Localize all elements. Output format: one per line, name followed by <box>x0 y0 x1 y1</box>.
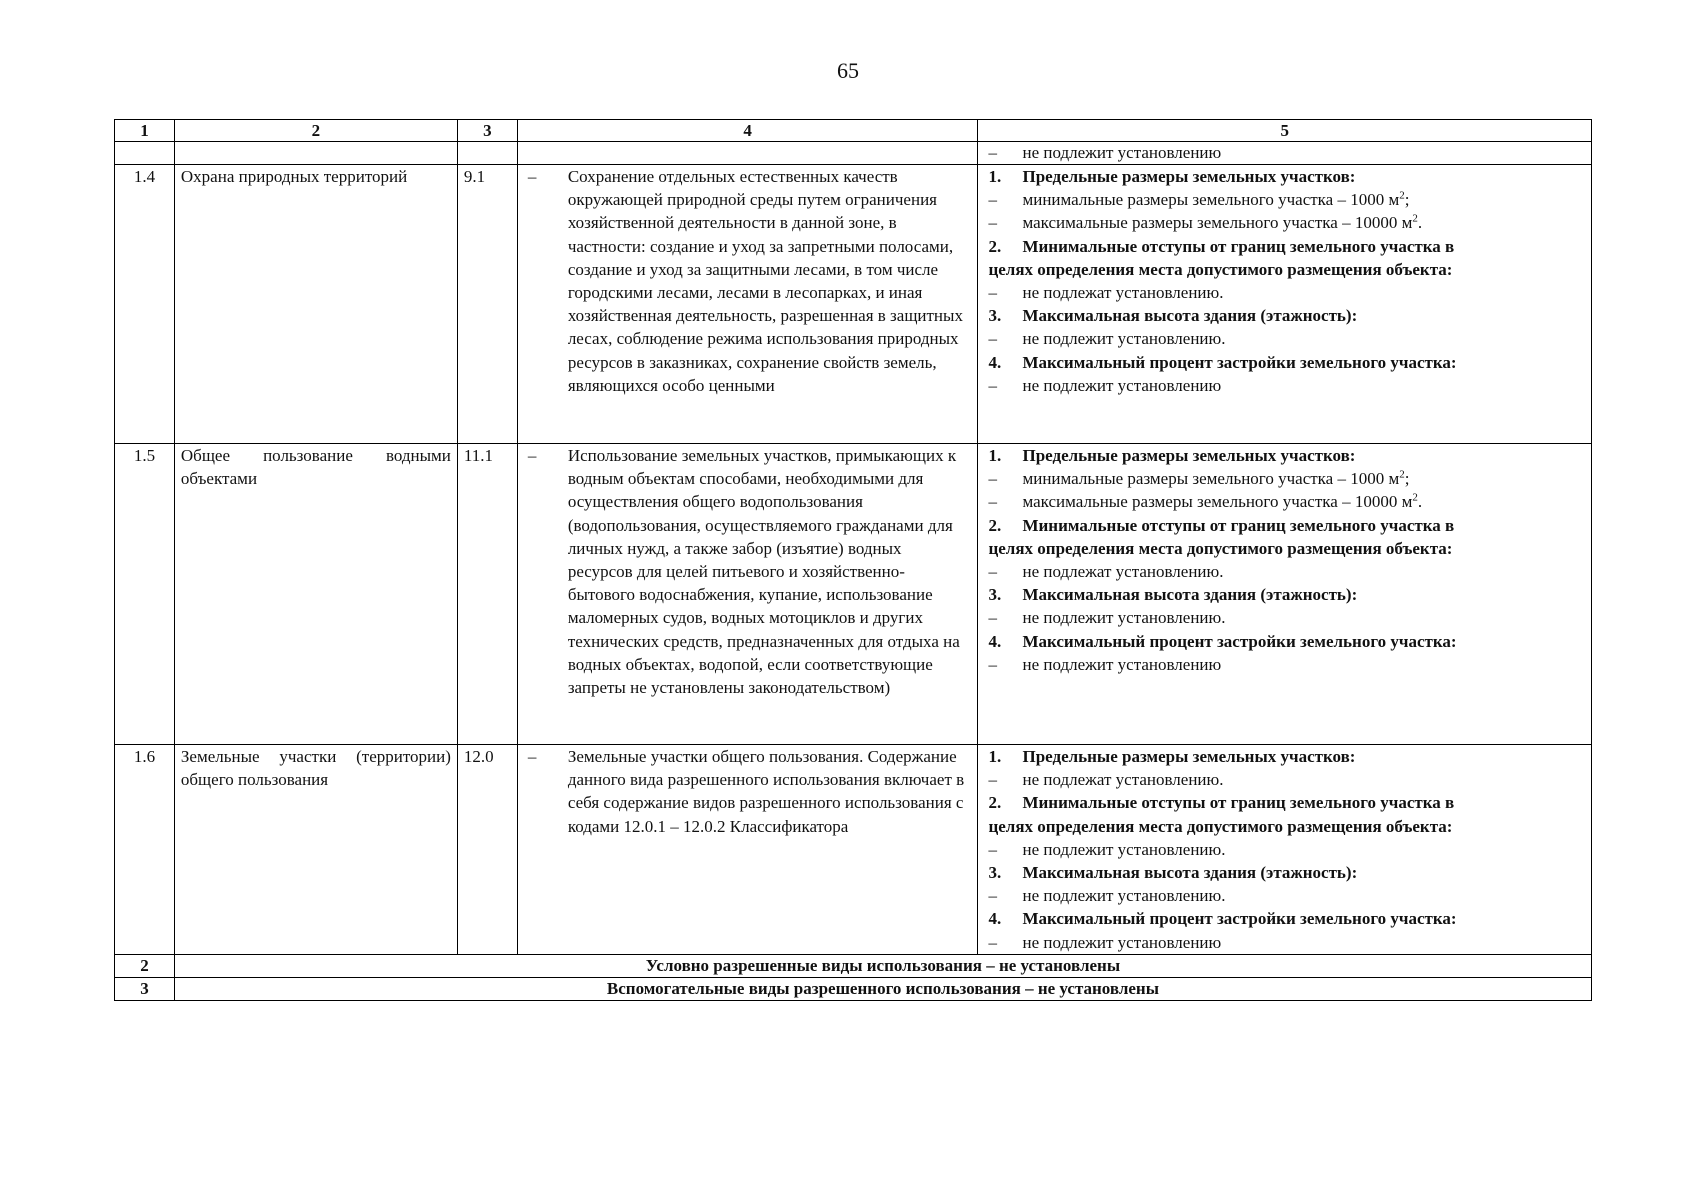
use-description: Сохранение отдельных естественных качеств окружающей природной среды путем ограничения хозяйственной деятельности в данной зоне, в частности: создание и уход за запретными полосами, создание и уход за защитными лесами, в том числе городскими лесами, лесами в лесопарках, и иная хозяйственная деятельность, разрешенная в защитных лесах, соблюдение режима использования природных ресурсов в заказниках, сохранение свойств земель, являющихся особо ценными <box>567 167 963 395</box>
table-header-row <box>115 120 1592 142</box>
use-description-cell <box>517 444 978 745</box>
dash-marker: – <box>988 770 997 790</box>
use-description: Земельные участки общего пользования. Содержание данного вида разрешенного использования включает в себя содержание видов разрешенного использования с кодами 12.0.1 – 12.0.2 Классификатора <box>567 747 965 836</box>
param-number: 4. <box>988 909 1002 929</box>
table-row <box>115 444 1592 745</box>
param-value: минимальные размеры земельного участка – 1000 $м^2$; <box>1022 189 1410 210</box>
dash-marker: – <box>988 492 997 512</box>
param-value: не подлежит установлению. <box>1022 329 1226 349</box>
dash-marker: – <box>988 562 997 582</box>
param-number: 1. <box>988 167 1002 186</box>
table-row-continuation <box>115 142 1592 165</box>
dash-marker: – <box>988 839 997 859</box>
dash-marker: – <box>988 932 997 952</box>
param-value: не подлежат установлению. <box>1022 562 1224 582</box>
param-value: не подлежит установлению. <box>1022 886 1226 906</box>
use-type-name: Земельные участки (территории) общего пользования <box>174 745 457 955</box>
param-value: не подлежит установлению <box>1022 375 1222 395</box>
param-value: не подлежит установлению <box>1022 932 1222 952</box>
empty-cell <box>115 142 175 165</box>
empty-cell <box>457 142 517 165</box>
param-value: максимальные размеры земельного участка – 10000 $м^2$. <box>1022 212 1423 233</box>
param-number: 4. <box>988 631 1002 651</box>
classifier-code: 9.1 <box>457 165 517 444</box>
dash-marker: – <box>988 190 997 210</box>
classifier-code: 12.0 <box>457 745 517 955</box>
dash-marker: – <box>988 143 997 162</box>
param-number: 2. <box>988 515 1002 535</box>
use-type-name: Общее пользование водными объектами <box>174 444 457 745</box>
param-number: 1. <box>988 747 1002 766</box>
dash-marker: – <box>988 469 997 489</box>
dash-marker: – <box>527 747 537 766</box>
use-description-cell <box>517 745 978 955</box>
param-heading: Минимальные отступы от границ земельного участка в <box>1022 793 1455 813</box>
param-number: 2. <box>988 793 1002 813</box>
param-value: не подлежит установлению. <box>1022 608 1226 628</box>
row-number: 1.5 <box>115 444 175 745</box>
param-heading: Максимальный процент застройки земельного участка: <box>1022 352 1457 372</box>
param-number: 3. <box>988 585 1002 605</box>
section-number: 3 <box>115 977 175 1000</box>
use-description: Использование земельных участков, примыкающих к водным объектам способами, необходимыми для осуществления общего водопользования (водопользования, осуществляемого гражданами для личных нужд, а также забор (изъятие) водных ресурсов для целей питьевого и хозяйственно-бытового водоснабжения, купание, использование маломерных судов, водных мотоциклов и других технических средств, предназначенных для отдыха на водных объектах, водопой, если соответствующие запреты не установлены законодательством) <box>567 446 960 698</box>
dash-marker: – <box>988 329 997 349</box>
params-cell <box>978 165 1592 444</box>
section-number: 2 <box>115 954 175 977</box>
header-col-5: 5 <box>978 120 1592 142</box>
header-col-4: 4 <box>517 120 978 142</box>
params-cell <box>978 142 1592 165</box>
param-number: 1. <box>988 446 1002 465</box>
empty-cell <box>174 142 457 165</box>
dash-marker: – <box>527 446 537 465</box>
dash-marker: – <box>527 167 537 186</box>
param-number: 3. <box>988 863 1002 883</box>
classifier-code: 11.1 <box>457 444 517 745</box>
param-heading: Максимальная высота здания (этажность): <box>1022 306 1358 326</box>
param-heading: Максимальный процент застройки земельного участка: <box>1022 909 1457 929</box>
param-heading: Предельные размеры земельных участков: <box>1022 747 1356 766</box>
param-heading: целях определения места допустимого размещения объекта: <box>988 816 1453 836</box>
use-type-name: Охрана природных территорий <box>174 165 457 444</box>
dash-marker: – <box>988 213 997 233</box>
param-heading: целях определения места допустимого размещения объекта: <box>988 538 1453 558</box>
dash-marker: – <box>988 375 997 395</box>
param-heading: Минимальные отступы от границ земельного участка в <box>1022 236 1455 256</box>
param-number: 3. <box>988 306 1002 326</box>
param-value: максимальные размеры земельного участка – 10000 $м^2$. <box>1022 491 1423 512</box>
section-text: Условно разрешенные виды использования – не установлены <box>174 954 1591 977</box>
regulations-table <box>114 119 1592 1001</box>
table-row-auxiliary-uses <box>115 977 1592 1000</box>
row-number: 1.4 <box>115 165 175 444</box>
params-cell <box>978 745 1592 955</box>
param-value: минимальные размеры земельного участка – 1000 $м^2$; <box>1022 468 1410 489</box>
table-row <box>115 165 1592 444</box>
dash-marker: – <box>988 608 997 628</box>
param-heading: Минимальные отступы от границ земельного участка в <box>1022 515 1455 535</box>
param-value: не подлежит установлению. <box>1022 839 1226 859</box>
param-heading: Максимальная высота здания (этажность): <box>1022 863 1358 883</box>
section-text: Вспомогательные виды разрешенного использования – не установлены <box>174 977 1591 1000</box>
table-row-conditional-uses <box>115 954 1592 977</box>
param-heading: целях определения места допустимого размещения объекта: <box>988 259 1453 279</box>
param-heading: Максимальная высота здания (этажность): <box>1022 585 1358 605</box>
params-cell <box>978 444 1592 745</box>
table-row <box>115 745 1592 955</box>
param-value: не подлежат установлению. <box>1022 283 1224 303</box>
row-number: 1.6 <box>115 745 175 955</box>
header-col-2: 2 <box>174 120 457 142</box>
page-number: 65 <box>837 58 859 83</box>
param-value: не подлежит установлению <box>1022 654 1222 674</box>
param-heading: Предельные размеры земельных участков: <box>1022 446 1356 465</box>
use-description-cell <box>517 165 978 444</box>
dash-marker: – <box>988 886 997 906</box>
header-col-3: 3 <box>457 120 517 142</box>
dash-marker: – <box>988 654 997 674</box>
param-value: не подлежит установлению <box>1022 143 1222 162</box>
param-number: 4. <box>988 352 1002 372</box>
param-number: 2. <box>988 236 1002 256</box>
param-heading: Максимальный процент застройки земельного участка: <box>1022 631 1457 651</box>
param-value: не подлежат установлению. <box>1022 770 1224 790</box>
header-col-1: 1 <box>115 120 175 142</box>
empty-cell <box>517 142 978 165</box>
dash-marker: – <box>988 283 997 303</box>
param-heading: Предельные размеры земельных участков: <box>1022 167 1356 186</box>
